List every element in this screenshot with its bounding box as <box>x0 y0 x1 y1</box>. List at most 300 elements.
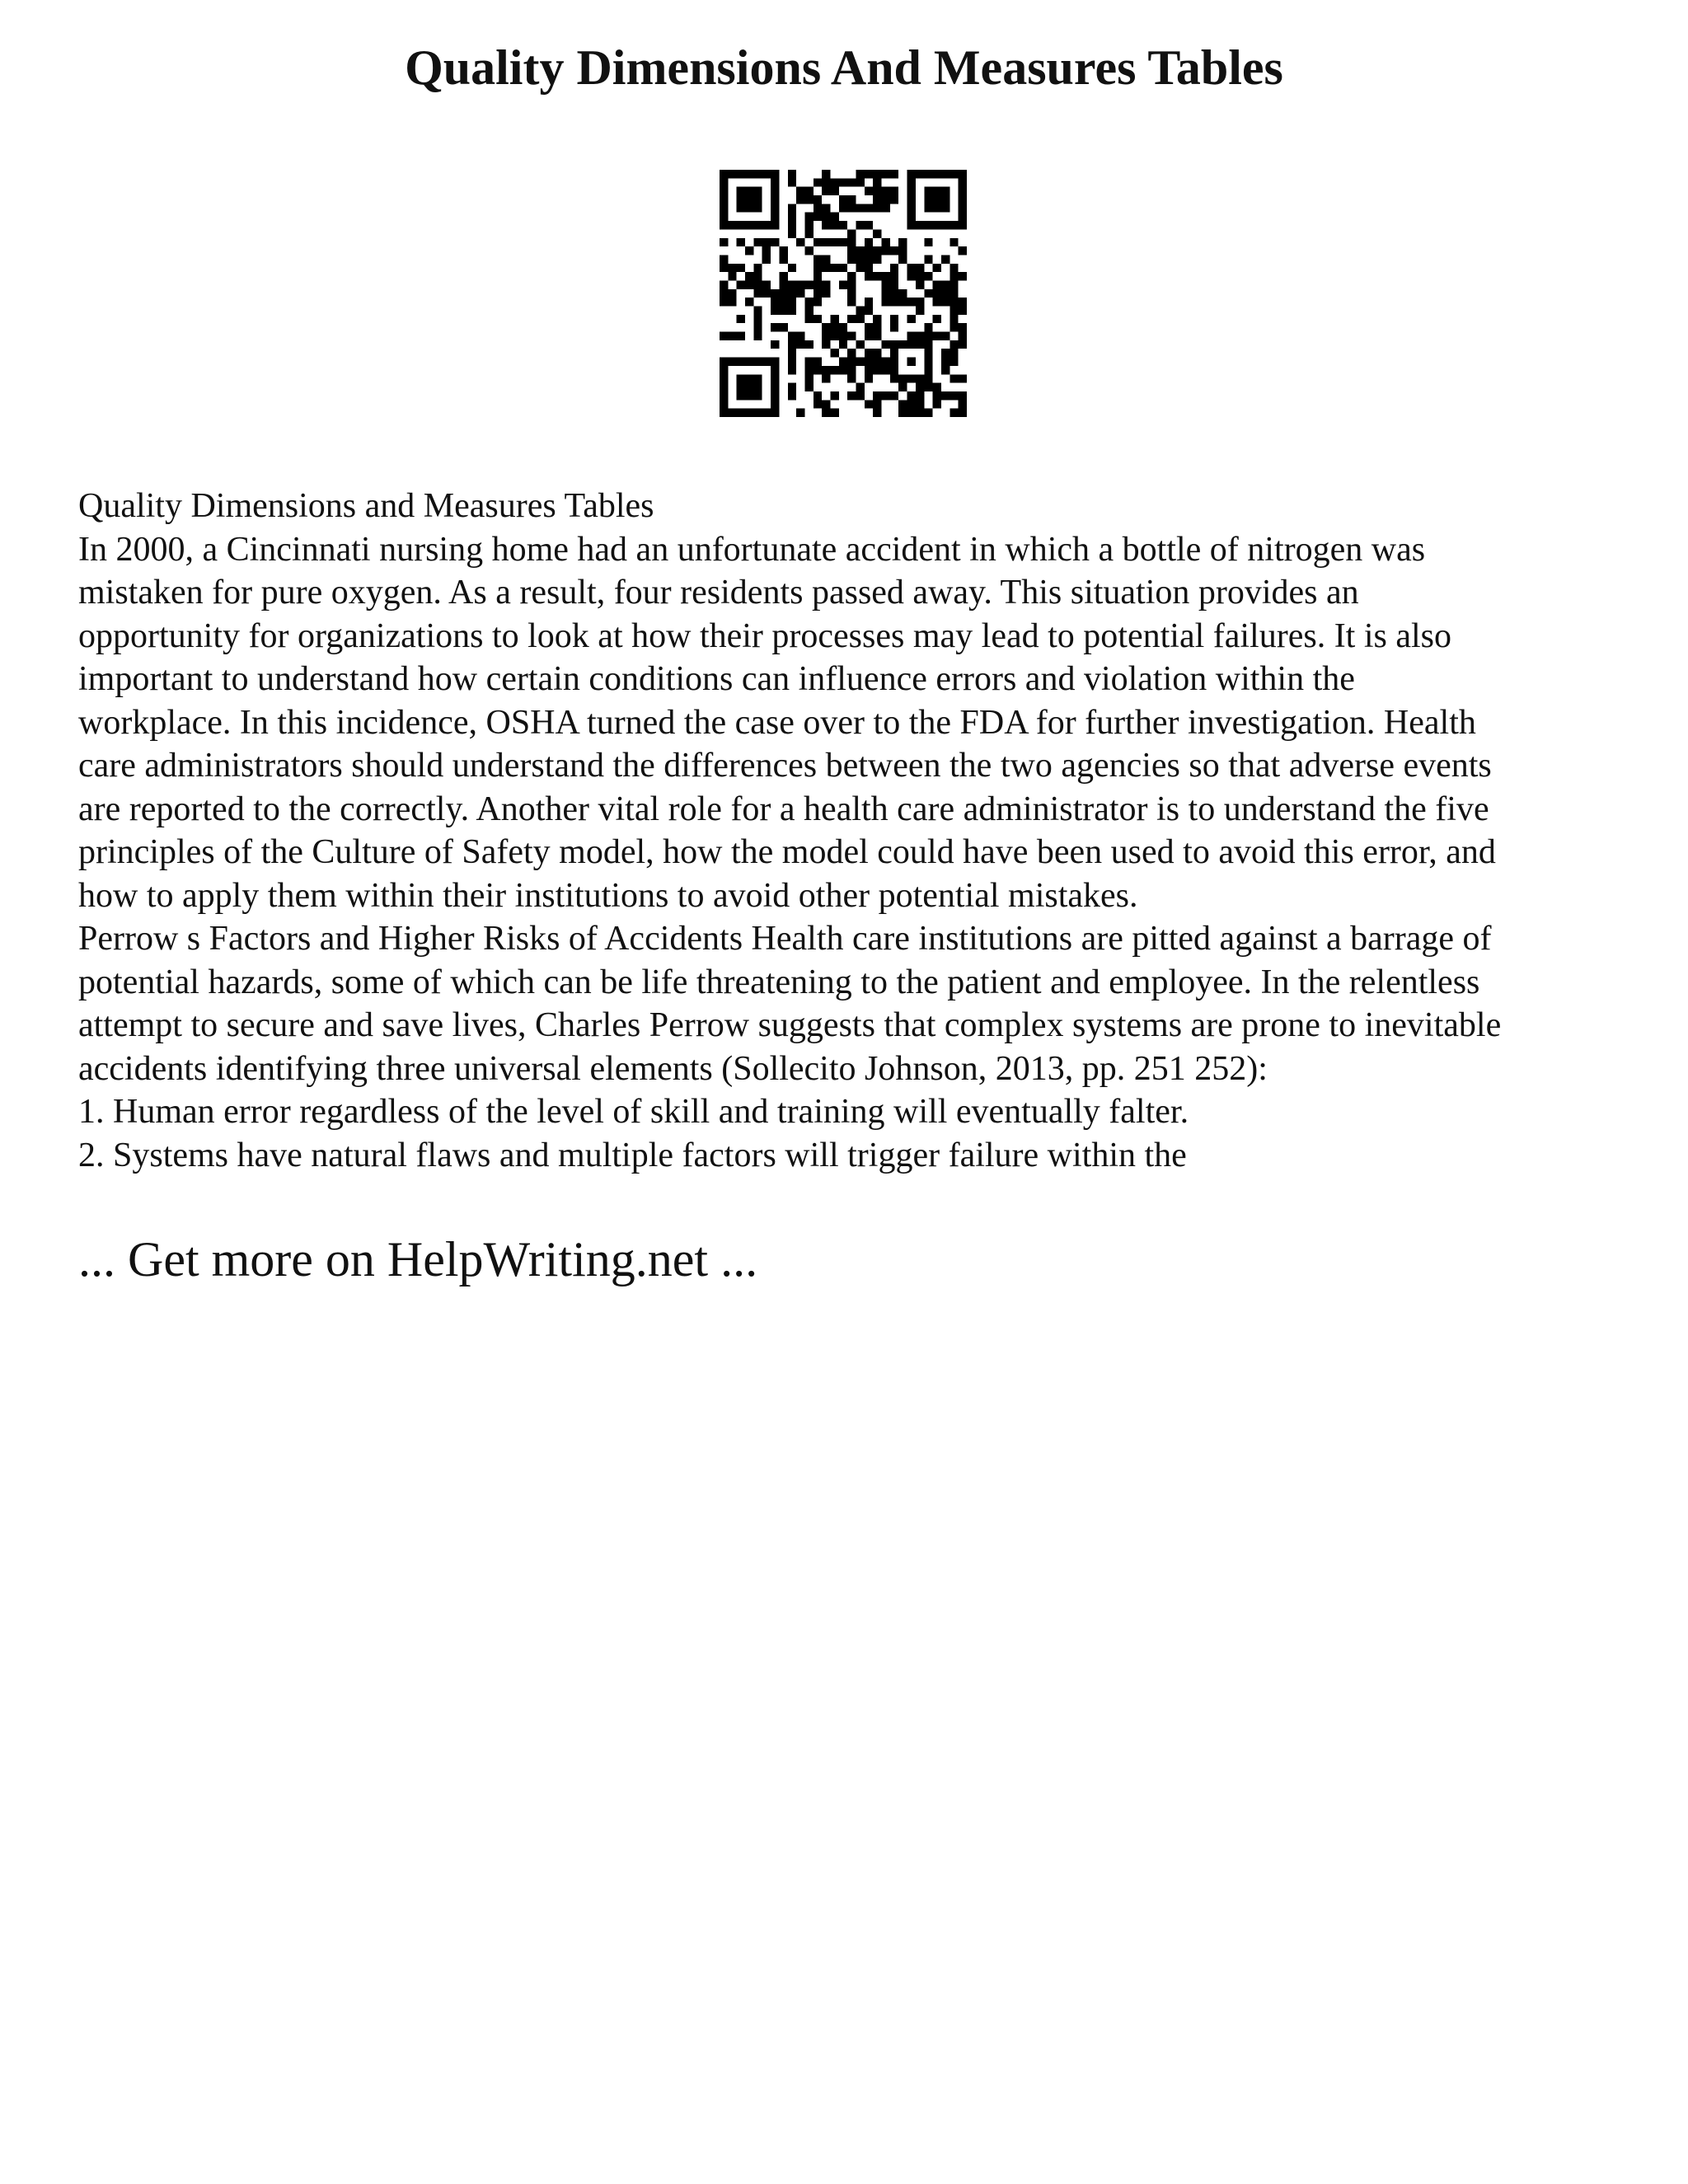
qr-module <box>745 272 753 280</box>
qr-module <box>907 264 916 272</box>
qr-module <box>907 400 916 408</box>
qr-module <box>856 170 865 178</box>
qr-module <box>865 332 873 340</box>
qr-module <box>804 280 813 288</box>
qr-code-graphic <box>720 170 967 417</box>
qr-module <box>745 391 753 400</box>
qr-module <box>720 280 728 288</box>
qr-module <box>822 170 830 178</box>
qr-module <box>804 307 813 315</box>
qr-module <box>720 400 728 408</box>
qr-module <box>907 298 916 306</box>
qr-module <box>720 366 728 374</box>
body-line: potential hazards, some of which can be life threatening to the patient and employee. In the relentless <box>78 963 1480 1001</box>
qr-module <box>771 238 779 246</box>
qr-module <box>737 195 745 204</box>
qr-module <box>771 213 779 221</box>
qr-module <box>856 307 865 315</box>
qr-module <box>950 289 958 298</box>
qr-module <box>762 280 771 288</box>
qr-module <box>839 280 847 288</box>
qr-module <box>865 238 873 246</box>
qr-module <box>950 221 958 229</box>
qr-module <box>873 349 881 357</box>
qr-module <box>847 391 856 400</box>
qr-module <box>890 289 898 298</box>
qr-module <box>873 315 881 323</box>
qr-module <box>882 289 890 298</box>
qr-module <box>830 213 838 221</box>
qr-module <box>856 178 865 186</box>
qr-module <box>924 374 932 382</box>
qr-module <box>907 213 916 221</box>
qr-module <box>950 315 958 323</box>
qr-module <box>720 383 728 391</box>
qr-module <box>890 170 898 178</box>
qr-module <box>959 391 967 400</box>
qr-module <box>907 170 916 178</box>
qr-module <box>882 366 890 374</box>
qr-module <box>916 307 924 315</box>
qr-module <box>814 195 822 204</box>
qr-module <box>804 358 813 366</box>
qr-module <box>728 409 736 417</box>
qr-module <box>873 170 881 178</box>
qr-module <box>745 221 753 229</box>
qr-module <box>839 264 847 272</box>
qr-module <box>728 170 736 178</box>
qr-module <box>762 238 771 246</box>
qr-module <box>822 204 830 212</box>
qr-module <box>830 332 838 340</box>
qr-module <box>865 358 873 366</box>
body-line: mistaken for pure oxygen. As a result, four residents passed away. This situation provides an <box>78 574 1359 612</box>
qr-module <box>865 307 873 315</box>
qr-module <box>771 366 779 374</box>
get-more-link[interactable]: ... Get more on HelpWriting.net ... <box>78 1232 758 1286</box>
qr-module <box>753 170 762 178</box>
qr-module <box>941 221 950 229</box>
qr-module <box>720 298 728 306</box>
qr-module <box>753 315 762 323</box>
qr-module <box>890 264 898 272</box>
qr-module <box>830 391 838 400</box>
qr-module <box>728 221 736 229</box>
qr-module <box>788 229 796 237</box>
qr-module <box>830 264 838 272</box>
qr-module <box>788 349 796 357</box>
document-body <box>78 485 1628 1177</box>
qr-module <box>924 170 932 178</box>
qr-module <box>796 187 804 195</box>
qr-module <box>788 298 796 306</box>
qr-module <box>847 255 856 263</box>
qr-module <box>856 246 865 255</box>
qr-module <box>814 264 822 272</box>
qr-module <box>720 332 728 340</box>
qr-module <box>796 332 804 340</box>
qr-module <box>950 272 958 280</box>
qr-module <box>916 374 924 382</box>
qr-module <box>720 178 728 186</box>
qr-module <box>924 332 932 340</box>
qr-module <box>882 187 890 195</box>
qr-module <box>907 204 916 212</box>
qr-module <box>839 195 847 204</box>
qr-module <box>865 366 873 374</box>
qr-module <box>788 340 796 349</box>
qr-module <box>762 358 771 366</box>
qr-module <box>933 391 941 400</box>
qr-module <box>737 170 745 178</box>
qr-module <box>771 178 779 186</box>
qr-module <box>941 170 950 178</box>
qr-module <box>941 289 950 298</box>
qr-module <box>873 409 881 417</box>
qr-module <box>720 358 728 366</box>
qr-module <box>933 221 941 229</box>
page-title: Quality Dimensions And Measures Tables <box>405 40 1283 95</box>
qr-module <box>950 298 958 306</box>
qr-module <box>924 366 932 374</box>
qr-module <box>916 264 924 272</box>
qr-module <box>873 187 881 195</box>
qr-module <box>950 349 958 357</box>
qr-module <box>959 204 967 212</box>
qr-module <box>822 409 830 417</box>
qr-module <box>804 298 813 306</box>
qr-module <box>907 187 916 195</box>
qr-module <box>737 187 745 195</box>
list-item: 1. Human error regardless of the level of skill and training will eventually falter. <box>78 1093 1189 1131</box>
qr-module <box>890 280 898 288</box>
qr-module <box>804 315 813 323</box>
qr-module <box>865 298 873 306</box>
qr-module <box>745 195 753 204</box>
qr-module <box>890 340 898 349</box>
qr-module <box>779 289 787 298</box>
qr-module <box>907 195 916 204</box>
qr-module <box>950 374 958 382</box>
qr-module <box>804 187 813 195</box>
qr-module <box>933 170 941 178</box>
qr-module <box>779 272 787 280</box>
qr-module <box>924 383 932 391</box>
qr-module <box>847 315 856 323</box>
qr-module <box>753 374 762 382</box>
qr-module <box>924 195 932 204</box>
qr-module <box>737 264 745 272</box>
qr-module <box>890 349 898 357</box>
qr-module <box>728 289 736 298</box>
qr-module <box>771 187 779 195</box>
qr-module <box>916 409 924 417</box>
qr-module <box>796 289 804 298</box>
qr-module <box>847 238 856 246</box>
qr-module <box>814 272 822 280</box>
qr-module <box>856 315 865 323</box>
qr-module <box>771 383 779 391</box>
qr-module <box>959 307 967 315</box>
qr-module <box>753 383 762 391</box>
qr-module <box>814 366 822 374</box>
qr-module <box>847 289 856 298</box>
qr-module <box>907 272 916 280</box>
qr-module <box>924 289 932 298</box>
qr-module <box>839 366 847 374</box>
qr-module <box>822 187 830 195</box>
qr-module <box>847 246 856 255</box>
qr-module <box>924 349 932 357</box>
qr-module <box>933 332 941 340</box>
qr-module <box>771 170 779 178</box>
qr-module <box>804 340 813 349</box>
qr-module <box>873 246 881 255</box>
qr-module <box>856 383 865 391</box>
qr-module <box>771 323 779 331</box>
qr-module <box>924 255 932 263</box>
qr-module <box>737 204 745 212</box>
qr-module <box>753 358 762 366</box>
qr-module <box>753 272 762 280</box>
qr-module <box>737 315 745 323</box>
qr-module <box>898 255 907 263</box>
body-heading: Quality Dimensions and Measures Tables <box>78 487 654 525</box>
body-line: accidents identifying three universal elements (Sollecito Johnson, 2013, pp. 251 252): <box>78 1049 1268 1088</box>
qr-module <box>720 255 728 263</box>
qr-module <box>916 332 924 340</box>
qr-module <box>737 221 745 229</box>
qr-module <box>898 298 907 306</box>
qr-module <box>745 280 753 288</box>
qr-module <box>941 332 950 340</box>
qr-module <box>890 187 898 195</box>
qr-module <box>804 246 813 255</box>
qr-module <box>959 246 967 255</box>
qr-module <box>941 204 950 212</box>
qr-module <box>822 264 830 272</box>
qr-module <box>779 307 787 315</box>
qr-module <box>847 366 856 374</box>
qr-module <box>830 221 838 229</box>
qr-module <box>822 323 830 331</box>
qr-module <box>933 280 941 288</box>
qr-module <box>959 272 967 280</box>
qr-module <box>924 187 932 195</box>
qr-module <box>907 358 916 366</box>
qr-module <box>856 391 865 400</box>
qr-module <box>959 213 967 221</box>
qr-module <box>856 204 865 212</box>
qr-module <box>865 374 873 382</box>
qr-module <box>950 280 958 288</box>
qr-module <box>822 238 830 246</box>
qr-module <box>873 358 881 366</box>
qr-module <box>771 409 779 417</box>
qr-module <box>890 358 898 366</box>
qr-module <box>916 298 924 306</box>
qr-module <box>933 204 941 212</box>
qr-module <box>907 332 916 340</box>
qr-module <box>839 358 847 366</box>
qr-module <box>830 178 838 186</box>
qr-module <box>720 374 728 382</box>
qr-module <box>814 204 822 212</box>
qr-module <box>822 366 830 374</box>
qr-module <box>737 280 745 288</box>
qr-module <box>873 391 881 400</box>
qr-module <box>771 374 779 382</box>
qr-module <box>873 229 881 237</box>
qr-module <box>950 307 958 315</box>
qr-module <box>959 374 967 382</box>
qr-module <box>865 255 873 263</box>
qr-module <box>865 400 873 408</box>
qr-module <box>924 358 932 366</box>
qr-module <box>856 255 865 263</box>
qr-module <box>839 238 847 246</box>
qr-module <box>737 383 745 391</box>
body-line: principles of the Culture of Safety model, how the model could have been used to avoid this error, and <box>78 833 1496 871</box>
qr-module <box>796 409 804 417</box>
qr-module <box>788 289 796 298</box>
qr-module <box>916 383 924 391</box>
qr-module <box>924 340 932 349</box>
qr-module <box>933 289 941 298</box>
qr-module <box>737 374 745 382</box>
qr-module <box>865 221 873 229</box>
qr-module <box>830 366 838 374</box>
qr-module <box>737 409 745 417</box>
qr-module <box>856 264 865 272</box>
qr-module <box>941 195 950 204</box>
qr-module <box>941 187 950 195</box>
qr-module <box>898 238 907 246</box>
qr-module <box>745 204 753 212</box>
qr-module <box>856 358 865 366</box>
qr-module <box>847 280 856 288</box>
qr-module <box>728 298 736 306</box>
qr-module <box>745 358 753 366</box>
qr-module <box>788 178 796 186</box>
qr-module <box>916 221 924 229</box>
qr-module <box>814 298 822 306</box>
qr-module <box>847 298 856 306</box>
qr-module <box>839 323 847 331</box>
qr-module <box>941 280 950 288</box>
qr-module <box>753 238 762 246</box>
qr-module <box>907 391 916 400</box>
qr-module <box>839 340 847 349</box>
qr-module <box>882 272 890 280</box>
qr-module <box>822 280 830 288</box>
qr-module <box>898 289 907 298</box>
qr-module <box>865 246 873 255</box>
qr-module <box>779 298 787 306</box>
qr-module <box>847 229 856 237</box>
qr-module <box>728 264 736 272</box>
qr-module <box>865 272 873 280</box>
qr-module <box>796 340 804 349</box>
qr-module <box>822 255 830 263</box>
qr-module <box>941 358 950 366</box>
qr-module <box>907 340 916 349</box>
qr-module <box>916 280 924 288</box>
qr-module <box>924 272 932 280</box>
qr-module <box>933 264 941 272</box>
qr-module <box>847 358 856 366</box>
qr-module <box>839 204 847 212</box>
qr-module <box>804 195 813 204</box>
qr-module <box>847 332 856 340</box>
qr-module <box>916 400 924 408</box>
qr-module <box>873 400 881 408</box>
qr-module <box>916 272 924 280</box>
qr-module <box>890 391 898 400</box>
qr-module <box>916 391 924 400</box>
body-line: important to understand how certain conditions can influence errors and violation within the <box>78 660 1355 698</box>
qr-module <box>890 272 898 280</box>
qr-module <box>771 358 779 366</box>
qr-module <box>753 187 762 195</box>
body-line: Perrow s Factors and Higher Risks of Accidents Health care institutions are pitted against a barrage of <box>78 920 1492 958</box>
qr-module <box>907 374 916 382</box>
qr-module <box>788 264 796 272</box>
qr-module <box>762 409 771 417</box>
qr-module <box>814 213 822 221</box>
qr-module <box>822 400 830 408</box>
qr-module <box>950 238 958 246</box>
qr-module <box>814 315 822 323</box>
qr-module <box>753 221 762 229</box>
qr-module <box>950 170 958 178</box>
qr-module <box>924 238 932 246</box>
qr-module <box>898 383 907 391</box>
qr-module <box>959 400 967 408</box>
qr-module <box>830 323 838 331</box>
qr-module <box>830 187 838 195</box>
qr-module <box>720 409 728 417</box>
qr-module <box>890 374 898 382</box>
qr-module <box>916 340 924 349</box>
qr-module <box>847 374 856 382</box>
qr-module <box>737 238 745 246</box>
qr-module <box>873 204 881 212</box>
qr-module <box>865 264 873 272</box>
qr-module <box>796 238 804 246</box>
qr-module <box>762 255 771 263</box>
qr-module <box>804 229 813 237</box>
qr-module <box>745 374 753 382</box>
qr-module <box>822 289 830 298</box>
qr-module <box>753 195 762 204</box>
qr-module <box>753 264 762 272</box>
qr-module <box>890 323 898 331</box>
qr-module <box>950 391 958 400</box>
qr-module <box>788 170 796 178</box>
qr-module <box>822 213 830 221</box>
qr-module <box>728 358 736 366</box>
qr-module <box>745 170 753 178</box>
qr-module <box>941 255 950 263</box>
qr-module <box>933 195 941 204</box>
qr-module <box>753 409 762 417</box>
qr-module <box>771 204 779 212</box>
list-item: 2. Systems have natural flaws and multiple factors will trigger failure within the <box>78 1136 1187 1174</box>
qr-module <box>933 315 941 323</box>
body-line: attempt to secure and save lives, Charles Perrow suggests that complex systems are prone to inevitable <box>78 1006 1502 1044</box>
qr-module <box>788 358 796 366</box>
